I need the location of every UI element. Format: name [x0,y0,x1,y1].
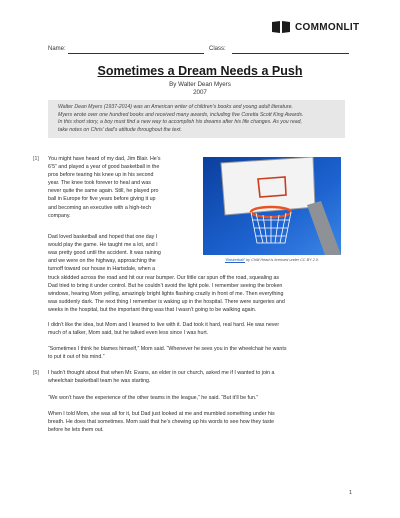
text-line: truck skidded across the road and hit our rear bumper. Our little car spun off the road, squealing as [48,275,280,281]
text-line: pros before tearing his knee up in his second [48,172,154,179]
text-line: You might have heard of my dad, Jim Blair. He’s [48,156,161,162]
text-line: much of a talker, Mom said, but he talked even less since I was hurt. [48,330,209,337]
caption-link[interactable]: “Basketball” [224,258,246,262]
paragraph-6 [48,394,358,402]
text-line: year. The knee took forever to heal and was [48,180,151,187]
commonlit-logo [271,19,367,35]
text-line: and we were on the highway, approaching the [48,258,156,265]
page-number: 1 [349,490,353,496]
intro-line: In this short story, a boy must find a new way to accomplish his dreams after his life changes. As you read, [58,119,302,125]
caption-license: by Chilli Head is licensed under CC BY 2.0. [245,258,320,262]
text-line: “Sometimes I think he blames himself,” Mom said. “Whenever he sees you in the wheelchair he wants [48,346,287,352]
text-line: was pretty good until the accident. It was raining [48,250,161,257]
text-line: breath. He does that sometimes. Mom said that he’s chewing up his words to see how they taste [48,419,275,426]
brand-name: COMMONLIT [295,21,360,33]
story-year: 2007 [193,89,207,96]
intro-line: Myers wrote over one hundred books and received many awards, including five Coretta Scott King Awards. [58,111,304,118]
story-byline: By Walter Dean Myers [169,81,231,88]
story-title: Sometimes a Dream Needs a Push [97,64,303,78]
class-field-line[interactable] [232,53,349,54]
paragraph-number: [5] [33,370,39,376]
text-line: wheelchair basketball team he was starting. [48,378,151,385]
image-caption [203,258,341,262]
text-line: was suddenly dark. The next thing I remember is waking up in the hospital. There were surgeries and [48,299,285,306]
basketball-hoop-illustration [203,157,341,255]
paragraph-2-full [48,274,358,314]
text-line: would play the game. He taught me a lot, and I [48,242,158,249]
text-line: I hadn’t thought about that when Mr. Evans, an elder in our church, asked me if I wanted to join a [48,370,275,376]
intro-line: take notes on Chris’ dad’s attitude throughout the text. [58,126,182,133]
text-line: “We won’t have the experience of the other teams in the league,” he said. “But it’ll be fun.” [48,395,259,401]
class-label: Class: [209,46,226,52]
text-line: turnoff toward our house in Hartsdale, when a [48,266,156,273]
paragraph-4 [48,345,358,361]
paragraph-3 [48,321,358,337]
name-label: Name: [48,46,66,52]
intro-line: Walter Dean Myers (1937-2014) was an American writer of children’s books and young adult literature. [58,104,293,110]
text-line: ball in Europe for five years before giving it up [48,196,156,203]
text-line: When I told Mom, she was all for it, but Dad just looked at me and mumbled something under his [48,411,275,417]
paragraph-1 [48,155,198,220]
open-book-icon [271,20,291,34]
text-line: to put it out of his mind.” [48,354,105,361]
paragraph-number: [1] [33,156,39,162]
text-line: before he lets them out. [48,427,104,434]
paragraph-5 [48,369,358,385]
text-line: Dad tried to bring it under control. But he couldn’t avoid the light pole. I remember seeing the broken [48,283,283,290]
intro-box [48,100,345,138]
text-line: and becoming an executive with a high-tech [48,204,152,211]
paragraph-2-wrap [48,233,198,273]
basketball-hoop-photo [203,157,341,255]
name-field-line[interactable] [68,53,204,54]
text-line: company. [48,212,71,219]
text-line: windows, hearing Mom yelling, amazingly bright lights flashing crazily in front of me. Then everything [48,291,284,298]
text-line: never quite the same again. Still, he played pro [48,188,159,195]
text-line: I didn’t like the idea, but Mom and I learned to live with it. Dad took it hard, real hard. He was never [48,322,280,328]
text-line: Dad loved basketball and hoped that one day I [48,234,158,240]
text-line: 6’5” and played a year of good basketball in the [48,164,160,171]
text-line: weeks in the hospital, but the important thing was that I wasn’t going to be walking again. [48,307,257,314]
paragraph-7 [48,410,358,434]
